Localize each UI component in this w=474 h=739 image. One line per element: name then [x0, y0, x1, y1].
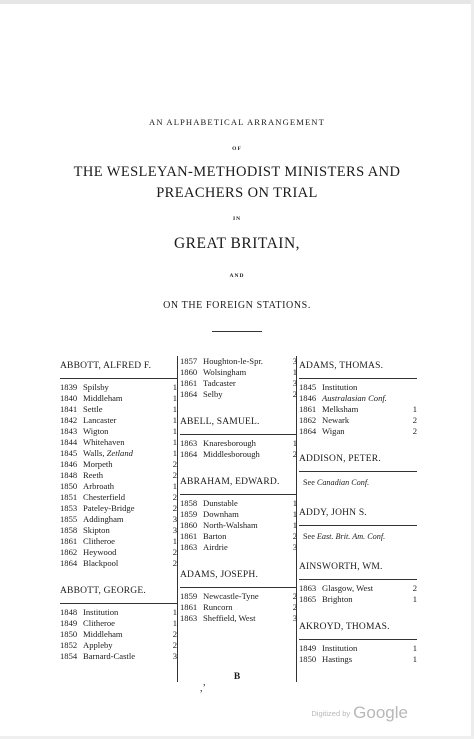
entry-place: [201, 591, 288, 602]
entry-year: 1846: [299, 393, 317, 403]
entry-years-count: 2: [292, 389, 297, 399]
entry-place-text: Pateley-Bridge: [83, 503, 135, 513]
entry-place: [81, 547, 168, 558]
entry-place: [320, 583, 408, 594]
entry-place: [201, 367, 288, 378]
station-entry: [180, 356, 297, 367]
entry-years-count: 1: [292, 367, 297, 377]
name-rule: [60, 603, 177, 604]
entry-place-text: Wigan: [322, 426, 345, 436]
column-2: [180, 356, 297, 624]
entry-place: [201, 509, 288, 520]
entry-place: [81, 558, 168, 569]
entry-years-count: 3: [292, 356, 297, 366]
entry-place-text: Lancaster: [83, 415, 117, 425]
entry-year: 1852: [60, 640, 78, 650]
entry-place-text: Institution: [322, 382, 358, 392]
column-1: [60, 356, 177, 662]
station-entry: [60, 536, 177, 547]
entry-years-count: 1: [172, 426, 177, 436]
entry-years-count: 1: [292, 509, 297, 519]
entry-place: [201, 449, 288, 460]
entry-years-count: 2: [172, 629, 177, 639]
entry-years-count: 1: [172, 607, 177, 617]
entry-years-count: 1: [172, 382, 177, 392]
entry-place-text: Sheffield, West: [203, 613, 256, 623]
station-entry: [180, 531, 297, 542]
station-entry: [60, 514, 177, 525]
entry-place-text: Barton: [203, 531, 227, 541]
entry-year: 1851: [60, 492, 78, 502]
entry-year: 1861: [60, 536, 78, 546]
entry-years-count: 2: [172, 547, 177, 557]
entry-place-text: Addingham: [83, 514, 124, 524]
station-entry: [299, 415, 417, 426]
entry-year: 1859: [180, 591, 198, 601]
entry-place: [81, 525, 168, 536]
station-entry: [299, 426, 417, 437]
entry-place-text: Houghton-le-Spr.: [203, 356, 263, 366]
entry-years-count: 3: [172, 525, 177, 535]
entry-place: [81, 514, 168, 525]
entry-years-count: 1: [412, 654, 417, 664]
name-rule: [299, 525, 417, 526]
entry-years-count: 3: [292, 378, 297, 388]
entry-place-text: Runcorn: [203, 602, 233, 612]
entry-years-count: 2: [412, 426, 417, 436]
entry-place: [81, 492, 168, 503]
entry-place: [320, 654, 408, 665]
entry-place: [201, 378, 288, 389]
title-and: AND: [229, 273, 245, 279]
entry-years-count: 2: [292, 602, 297, 612]
entry-place: [201, 356, 288, 367]
station-entry: [60, 558, 177, 569]
entry-place-text: Glasgow, West: [322, 583, 374, 593]
station-entry: [180, 498, 297, 509]
station-entry: [60, 426, 177, 437]
entry-year: 1846: [60, 459, 78, 469]
minister-name: ADDISON, PETER.: [299, 454, 381, 464]
column-3: [299, 356, 417, 665]
station-entry: [180, 613, 297, 624]
entry-place-text: Newcastle-Tyne: [203, 591, 259, 601]
station-entry: [60, 607, 177, 618]
entry-year: 1841: [60, 404, 78, 414]
entry-place: [320, 382, 408, 393]
watermark-prefix: Digitized by: [311, 708, 351, 718]
entry-place-text: Wolsingham: [203, 367, 247, 377]
entry-year: 1863: [299, 583, 317, 593]
entry-place-text: Middlesborough: [203, 449, 260, 459]
entry-year: 1848: [60, 607, 78, 617]
entry-years-count: 3: [172, 514, 177, 524]
entry-year: 1862: [299, 415, 317, 425]
entry-place: [81, 640, 168, 651]
station-entry: [180, 449, 297, 460]
station-entry: [299, 654, 417, 665]
entry-years-count: 2: [172, 558, 177, 568]
entry-years-count: 1: [172, 536, 177, 546]
minister-name: AINSWORTH, WM.: [299, 562, 383, 572]
entry-years-count: 1: [172, 393, 177, 403]
entry-years-count: 2: [172, 503, 177, 513]
note-italic: East. Brit. Am. Conf.: [316, 532, 386, 541]
entry-place-text: Spilsby: [83, 382, 109, 392]
entry-year: 1864: [180, 389, 198, 399]
entry-year: 1848: [60, 470, 78, 480]
entry-place: [81, 404, 168, 415]
entry-year: 1864: [299, 426, 317, 436]
entry-years-count: 2: [172, 459, 177, 469]
cross-reference: [299, 529, 417, 545]
entry-place-text: Arbroath: [83, 481, 115, 491]
minister-name: AKROYD, THOMAS.: [299, 622, 390, 632]
cross-reference: [299, 475, 417, 491]
station-entry: [60, 503, 177, 514]
entry-year: 1849: [299, 643, 317, 653]
entry-place-text: Walls,: [83, 448, 107, 458]
entry-year: 1862: [60, 547, 78, 557]
entry-place: [81, 382, 168, 393]
station-entry: [180, 602, 297, 613]
station-entry: [180, 438, 297, 449]
entry-place-italic: Zetland: [106, 448, 133, 458]
minister-name: ADAMS, THOMAS.: [299, 361, 384, 371]
station-entry: [180, 378, 297, 389]
entry-years-count: 2: [172, 492, 177, 502]
entry-year: 1861: [180, 531, 198, 541]
entry-place: [320, 404, 408, 415]
entry-year: 1844: [60, 437, 78, 447]
name-rule: [60, 378, 177, 379]
entry-place: [81, 481, 168, 492]
entry-place: [81, 629, 168, 640]
entry-year: 1850: [60, 629, 78, 639]
title-in: IN: [232, 216, 242, 222]
entry-year: 1859: [180, 509, 198, 519]
name-rule: [299, 471, 417, 472]
entry-place-text: Institution: [322, 643, 358, 653]
entry-year: 1861: [180, 378, 198, 388]
station-entry: [60, 382, 177, 393]
minister-name: ADAMS, JOSEPH.: [180, 570, 259, 580]
minister-name: ABBOTT, ALFRED F.: [60, 361, 152, 371]
entry-years-count: 1: [412, 404, 417, 414]
entry-place: [81, 651, 168, 662]
entry-years-count: 3: [292, 542, 297, 552]
entry-place: [201, 602, 288, 613]
entry-place-text: Appleby: [83, 640, 113, 650]
entry-place-text: Whitehaven: [83, 437, 125, 447]
entry-place-text: Melksham: [322, 404, 359, 414]
entry-place-text: Institution: [83, 607, 119, 617]
entry-place: [320, 393, 408, 404]
minister-name: ABRAHAM, EDWARD.: [180, 477, 280, 487]
entry-year: 1863: [180, 613, 198, 623]
entry-years-count: [408, 393, 417, 404]
entry-place-text: Downham: [203, 509, 239, 519]
note-text: See: [303, 478, 317, 487]
entry-place-text: Middleham: [83, 393, 123, 403]
entry-place: [320, 426, 408, 437]
title-main-line2: PREACHERS ON TRIAL: [156, 185, 318, 201]
station-entry: [60, 415, 177, 426]
entry-place: [81, 503, 168, 514]
entry-years-count: 1: [292, 438, 297, 448]
entry-years-count: 2: [292, 591, 297, 601]
station-entry: [180, 509, 297, 520]
entry-place-text: Brighton: [322, 594, 353, 604]
station-entry: [299, 643, 417, 654]
entry-year: 1850: [60, 481, 78, 491]
entry-place-text: Settle: [83, 404, 103, 414]
minister-name: ABELL, SAMUEL.: [180, 417, 260, 427]
entry-place: [81, 536, 168, 547]
google-logo: Google: [353, 703, 408, 722]
station-entry: [60, 640, 177, 651]
entry-place-text: Clitheroe: [83, 618, 115, 628]
note-italic: Canadian Conf.: [316, 478, 370, 487]
entry-years-count: 1: [172, 437, 177, 447]
station-entry: [60, 470, 177, 481]
entry-place-text: Knaresborough: [203, 438, 256, 448]
ink-mark: ,’: [200, 683, 206, 694]
entry-year: 1858: [180, 498, 198, 508]
station-entry: [60, 629, 177, 640]
entry-year: 1840: [60, 393, 78, 403]
entry-place-italic: Australasian Conf.: [322, 393, 387, 403]
entry-place-text: Heywood: [83, 547, 117, 557]
entry-year: 1842: [60, 415, 78, 425]
entry-place: [201, 438, 288, 449]
entry-place-text: Barnard-Castle: [83, 651, 136, 661]
station-entry: [60, 393, 177, 404]
entry-years-count: 2: [292, 449, 297, 459]
entry-year: 1860: [180, 367, 198, 377]
entry-year: 1864: [180, 449, 198, 459]
entry-place: [81, 448, 168, 459]
entry-year: 1845: [60, 448, 78, 458]
entry-year: 1864: [60, 558, 78, 568]
station-entry: [180, 591, 297, 602]
entry-place-text: Chesterfield: [83, 492, 125, 502]
entry-place: [201, 498, 288, 509]
entry-place: [81, 470, 168, 481]
entry-place: [201, 389, 288, 400]
station-entry: [60, 618, 177, 629]
name-rule: [180, 434, 297, 435]
entry-year: 1861: [180, 602, 198, 612]
note-text: See: [303, 532, 317, 541]
station-entry: [60, 459, 177, 470]
entry-place: [81, 393, 168, 404]
minister-name: ABBOTT, GEORGE.: [60, 586, 146, 596]
station-entry: [60, 448, 177, 459]
station-entry: [180, 389, 297, 400]
entry-year: 1849: [60, 618, 78, 628]
entry-years-count: 1: [292, 498, 297, 508]
entry-place: [320, 415, 408, 426]
name-rule: [180, 587, 297, 588]
name-rule: [299, 639, 417, 640]
entry-place: [201, 542, 288, 553]
station-entry: [60, 547, 177, 558]
entry-place: [81, 607, 168, 618]
entry-years-count: 1: [172, 618, 177, 628]
entry-year: 1865: [299, 594, 317, 604]
entry-place-text: Blackpool: [83, 558, 119, 568]
station-entry: [299, 594, 417, 605]
entry-place: [81, 437, 168, 448]
station-entry: [180, 367, 297, 378]
entry-place-text: Wigton: [83, 426, 109, 436]
entry-year: 1850: [299, 654, 317, 664]
station-entry: [60, 492, 177, 503]
minister-name: ADDY, JOHN S.: [299, 508, 367, 518]
station-entry: [60, 437, 177, 448]
entry-year: 1858: [60, 525, 78, 535]
signature-mark: B: [233, 672, 241, 682]
entry-year: 1843: [60, 426, 78, 436]
entry-year: 1855: [60, 514, 78, 524]
title-rule: [212, 331, 262, 332]
entry-years-count: 3: [172, 651, 177, 661]
entry-years-count: 1: [292, 520, 297, 530]
entry-years-count: 1: [172, 415, 177, 425]
entry-year: 1845: [299, 382, 317, 392]
entry-year: 1863: [180, 438, 198, 448]
name-rule: [180, 494, 297, 495]
entry-years-count: 2: [412, 583, 417, 593]
station-entry: [60, 525, 177, 536]
entry-place: [81, 426, 168, 437]
entry-years-count: 1: [412, 643, 417, 653]
entry-years-count: 2: [292, 531, 297, 541]
entry-year: 1863: [180, 542, 198, 552]
title-foreign-stations: ON THE FOREIGN STATIONS.: [163, 300, 311, 311]
entry-place: [201, 531, 288, 542]
column-divider: [177, 356, 178, 682]
entry-place: [201, 613, 288, 624]
entry-place: [201, 520, 288, 531]
title-of: OF: [232, 146, 242, 152]
entry-year: 1861: [299, 404, 317, 414]
entry-years-count: [408, 382, 417, 393]
entry-place-text: Newark: [322, 415, 350, 425]
google-watermark: [311, 703, 408, 723]
entry-place-text: Clitheroe: [83, 536, 115, 546]
name-rule: [299, 579, 417, 580]
station-entry: [299, 583, 417, 594]
entry-year: 1854: [60, 651, 78, 661]
entry-years-count: 2: [412, 415, 417, 425]
station-entry: [180, 520, 297, 531]
entry-years-count: 1: [172, 448, 177, 458]
entry-place: [320, 594, 408, 605]
entry-place-text: Hastings: [322, 654, 353, 664]
entry-place-text: Skipton: [83, 525, 110, 535]
entry-place-text: Middleham: [83, 629, 123, 639]
entry-year: 1839: [60, 382, 78, 392]
station-entry: [60, 481, 177, 492]
station-entry: [60, 651, 177, 662]
title-arrangement: AN ALPHABETICAL ARRANGEMENT: [149, 117, 325, 127]
station-entry: [299, 404, 417, 415]
station-entry: [299, 393, 417, 404]
entry-place-text: Airdrie: [203, 542, 228, 552]
entry-years-count: 2: [172, 640, 177, 650]
entry-place: [320, 643, 408, 654]
entry-year: 1857: [180, 356, 198, 366]
entry-years-count: 2: [172, 470, 177, 480]
entry-place-text: Morpeth: [83, 459, 113, 469]
entry-years-count: 1: [172, 481, 177, 491]
entry-place: [81, 459, 168, 470]
viewer-top-edge: [0, 0, 474, 4]
entry-years-count: 1: [412, 594, 417, 604]
station-entry: [299, 382, 417, 393]
station-entry: [180, 542, 297, 553]
entry-place-text: Tadcaster: [203, 378, 236, 388]
name-rule: [299, 378, 417, 379]
station-entry: [60, 404, 177, 415]
entry-year: 1853: [60, 503, 78, 513]
entry-place-text: North-Walsham: [203, 520, 258, 530]
entry-years-count: 3: [292, 613, 297, 623]
entry-place-text: Selby: [203, 389, 223, 399]
entry-years-count: 1: [172, 404, 177, 414]
entry-place: [81, 618, 168, 629]
entry-place-text: Dunstable: [203, 498, 238, 508]
title-main-line1: THE WESLEYAN-METHODIST MINISTERS AND: [73, 164, 401, 180]
entry-place-text: Reeth: [83, 470, 104, 480]
title-great-britain: GREAT BRITAIN,: [173, 235, 301, 252]
entry-year: 1860: [180, 520, 198, 530]
entry-place: [81, 415, 168, 426]
